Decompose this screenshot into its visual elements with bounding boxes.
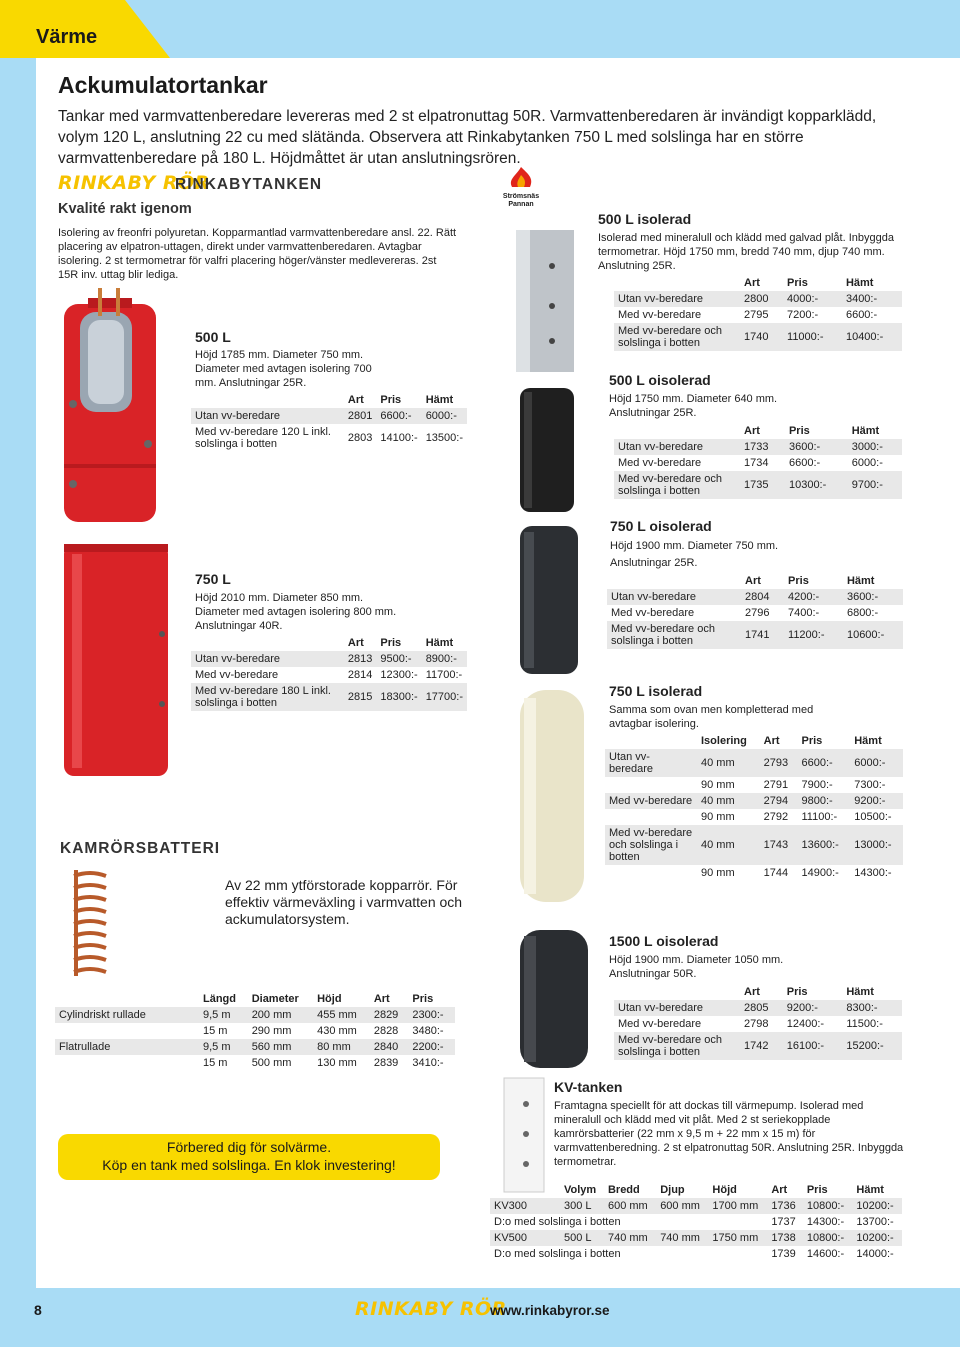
r500-desc: Höjd 1785 mm. Diameter 750 mm. Diameter med avtagen isolering 700 mm. Anslutningar 25R. [195,349,372,389]
copper-coil-image [66,868,114,980]
tank-750-oisolerad-image [514,520,584,680]
s750o-desc: Höjd 1900 mm. Diameter 750 mm. Anslutningar 25R. [610,540,779,569]
r750-price-table [191,635,467,711]
kv-desc: Framtagna speciellt för att dockas till värmepump. Isolerad med mineralull och klädd med vit plåt. Med 2 st seriekopplade kamrörsbatterier (22 mm x 9,5 m + 22 mm x 15 m) för varmvattenberedning. 2 st elpatronuttag 50R. Anslutning 25R. Inbyggda termometrar. [554,1100,904,1168]
table-row: Utan vv-beredare 1733 3600:- 3000:- [614,439,902,455]
s500o-title: 500 L oisolerad [609,372,711,388]
kam-desc: Av 22 mm ytförstorade kopparrör. För effektiv värmeväxling i varmvatten och ackumulatorsystem. [225,877,463,927]
table-row: 15 m 290 mm 430 mm 2828 3480:- [203,1025,444,1037]
s500i-desc: Isolerad med mineralull och klädd med galvad plåt. Inbyggda termometrar. Höjd 1750 mm, bredd 740 mm, djup 740 mm. Anslutning 25R. [598,232,894,272]
table-row: Med vv-beredare 2798 12400:- 11500:- [618,1018,883,1030]
table-row: Med vv-beredare 1734 6600:- 6000:- [618,457,883,469]
stromsnas-logo: Strömsnäs Pannan [498,166,544,209]
page-number: 8 [34,1302,42,1318]
table-row: Med vv-beredare 2814 12300:- 11700:- [195,669,463,681]
table-row: KV500 500 L 740 mm 740 mm 1750 mm 1738 10800:- 10200:- [490,1230,902,1246]
table-row: Med vv-beredare och solslinga i botten 1741 11200:- 10600:- [607,621,903,649]
table-row: Med vv-beredare 2795 7200:- 6600:- [618,309,878,321]
table-row: Med vv-beredare 180 L inkl. solslinga i botten 2815 18300:- 17700:- [191,683,467,711]
tank-750-isolerad-image [514,680,590,910]
table-row: Utan vv-beredare 2804 4200:- 3600:- [607,589,903,605]
s1500o-title: 1500 L oisolerad [609,933,719,949]
r750-desc: Höjd 2010 mm. Diameter 850 mm. Diameter med avtagen isolering 800 mm. Anslutningar 40R. [195,592,397,632]
section-tag: Värme [36,26,98,48]
table-row: Utan vv-beredare 2801 6600:- 6000:- [191,408,467,424]
rinkaby-tagline: Kvalité rakt igenom [58,201,192,217]
promo-banner [58,1134,440,1180]
footer-brand-logo: RINKABY RÖR [355,1298,507,1320]
footer-url-link[interactable]: www.rinkabyror.se [490,1303,610,1318]
col-art: Art [347,394,364,406]
table-row: Med vv-beredare och solslinga i botten 1740 11000:- 10400:- [614,323,902,351]
s750o-title: 750 L oisolerad [610,518,712,534]
table-header-row: Art Pris Hämt [347,637,454,649]
kv-tank-image [498,1074,550,1196]
table-header-row: Art Pris Hämt [744,277,874,289]
s500i-price-table [614,275,902,351]
table-header-row [191,392,467,408]
table-row: 90 mm 1744 14900:- 14300:- [701,867,892,879]
table-row: 15 m 500 mm 130 mm 2839 3410:- [203,1057,444,1069]
table-row: Med vv-beredare och solslinga i botten 40 mm 1743 13600:- 13000:- [605,825,903,865]
table-header-row: Art Pris Hämt [745,575,875,587]
promo-line2: Köp en tank med solslinga. En klok investering! [102,1157,396,1173]
table-row: 90 mm 2792 11100:- 10500:- [701,811,892,823]
s500o-desc: Höjd 1750 mm. Diameter 640 mm. Anslutningar 25R. [609,393,778,419]
page-title: Ackumulatortankar [58,72,268,98]
table-row: Cylindriskt rullade 9,5 m 200 mm 455 mm 2829 2300:- [55,1007,455,1023]
kam-price-table [55,991,455,1071]
s750o-price-table [607,573,903,649]
intro-text: Tankar med varmvattenberedare levereras med 2 st elpatronuttag 50R. Varmvattenberedaren är invändigt kopparklädd, volym 120 L, anslutning 22 cu med slätända. Observera att Rinkabytanken 750 L med solslinga har en större varmvattenberedare på 180 L. Höjdmåttet är utan anslutningsrören. [58,108,877,167]
rinkaby-heading: RINKABYTANKEN [175,176,323,193]
table-header-row: Isolering Art Pris Hämt [701,735,882,747]
kam-heading: KAMRÖRSBATTERI [60,840,221,857]
table-header-row: Art Pris Hämt [744,986,874,998]
table-header-row: Art Pris Hämt [744,425,880,437]
flame-icon [506,166,536,188]
table-row: D:o med solslinga i botten 1737 14300:- 13700:- [494,1216,894,1228]
table-row: Utan vv-beredare 2800 4000:- 3400:- [614,291,902,307]
s500i-title: 500 L isolerad [598,211,692,227]
col-hamt: Hämt [425,394,454,406]
s500o-price-table [614,423,902,499]
r750-title: 750 L [195,571,231,587]
tank-500-cutaway-image [58,284,162,526]
table-row: Med vv-beredare och solslinga i botten 1742 16100:- 15200:- [614,1032,902,1060]
tank-500-isolerad-image [512,226,578,376]
table-header-row: Längd Diameter Höjd Art Pris [203,993,434,1005]
table-row: Med vv-beredare 2796 7400:- 6800:- [611,607,879,619]
table-row: Utan vv-beredare 40 mm 2793 6600:- 6000:- [605,749,903,777]
table-row: Utan vv-beredare 2805 9200:- 8300:- [614,1000,902,1016]
table-row: Med vv-beredare och solslinga i botten 1735 10300:- 9700:- [614,471,902,499]
tank-500-oisolerad-image [514,382,580,516]
table-row: D:o med solslinga i botten 1739 14600:- 14000:- [494,1248,894,1260]
kv-title: KV-tanken [554,1079,623,1095]
s1500o-price-table [614,984,902,1060]
s750i-title: 750 L isolerad [609,683,703,699]
r500-title: 500 L [195,329,231,345]
s750i-price-table [605,733,903,881]
promo-line1: Förbered dig för solvärme. [166,1139,332,1155]
tank-750-image [58,534,174,784]
kv-price-table [490,1182,902,1262]
table-header-row: Volym Bredd Djup Höjd Art Pris Hämt [564,1184,884,1196]
r500-price-table [191,392,467,452]
rinkaby-desc: Isolering av freonfri polyuretan. Kopparmantlad varmvattenberedare ansl. 22. Rätt placering av elpatron-uttagen, direkt under varmvattenberedaren. Avtagbar isolering. 2 st termometrar för valfri placering höger/vänster medlevereras. 2st 15R inv. uttag blir lediga. [58,227,457,281]
table-row: Med vv-beredare 120 L inkl. solslinga i botten 2803 14100:- 13500:- [195,426,463,450]
s750i-desc: Samma som ovan men kompletterad med avtagbar isolering. [609,704,814,730]
table-row: Med vv-beredare 40 mm 2794 9800:- 9200:- [605,793,903,809]
table-row: Utan vv-beredare 2813 9500:- 8900:- [191,651,467,667]
s1500o-desc: Höjd 1900 mm. Diameter 1050 mm. Anslutningar 50R. [609,954,784,980]
table-row: KV300 300 L 600 mm 600 mm 1700 mm 1736 10800:- 10200:- [490,1198,902,1214]
table-row: Flatrullade 9,5 m 560 mm 80 mm 2840 2200:- [55,1039,455,1055]
table-row: 90 mm 2791 7900:- 7300:- [701,779,886,791]
col-pris: Pris [380,394,402,406]
rinkaby-logo: RINKABY RÖR [58,172,210,194]
tank-1500-oisolerad-image [514,922,594,1072]
